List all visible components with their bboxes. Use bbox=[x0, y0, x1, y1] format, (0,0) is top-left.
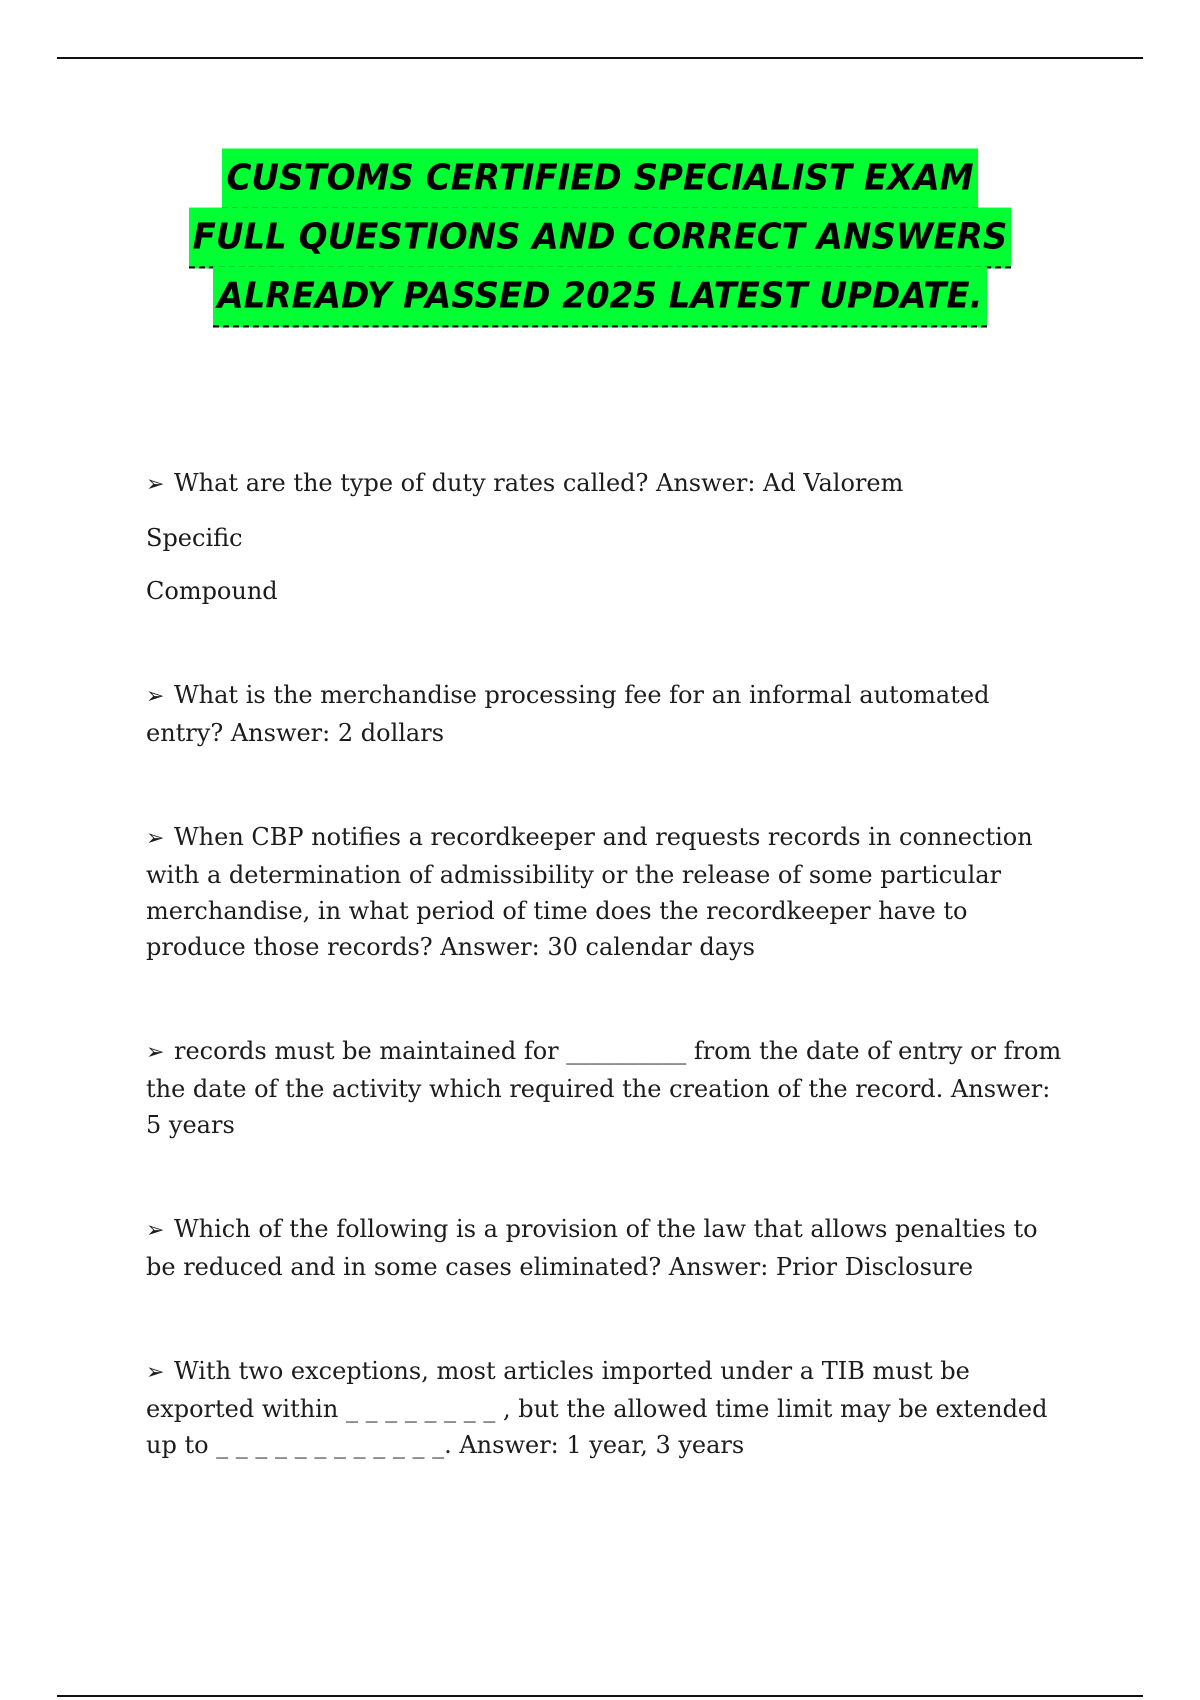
answer-extra-line: Specific bbox=[146, 524, 243, 552]
title-line-3 bbox=[0, 268, 1200, 327]
question-item bbox=[146, 1033, 1066, 1143]
question-item bbox=[146, 465, 1066, 503]
arrow-bullet-icon: ➢ bbox=[146, 1218, 165, 1243]
question-list bbox=[146, 465, 1066, 1463]
question-item bbox=[146, 1353, 1066, 1463]
top-divider bbox=[57, 57, 1143, 59]
bottom-divider bbox=[57, 1695, 1143, 1697]
question-text: With two exceptions, most articles imported under a TIB must be exported within _ _ _ _ _ _ _ _ , but the allowed time limit may be extended up to _ _ _ _ _ _ _ _ _ _ _ _. Answer: 1 year, 3 years bbox=[146, 1357, 1048, 1459]
title-line-3-text: ALREADY PASSED 2025 LATEST UPDATE. bbox=[213, 267, 986, 328]
title-line-2 bbox=[0, 209, 1200, 268]
question-text: When CBP notifies a recordkeeper and requests records in connection with a determination of admissibility or the release of some particular merchandise, in what period of time does the recordkeeper have to produce those records? Answer: 30 calendar days bbox=[146, 823, 1033, 961]
question-item bbox=[146, 1211, 1066, 1285]
document-title bbox=[0, 150, 1200, 327]
arrow-bullet-icon: ➢ bbox=[146, 826, 165, 851]
arrow-bullet-icon: ➢ bbox=[146, 472, 165, 497]
arrow-bullet-icon: ➢ bbox=[146, 1360, 165, 1385]
question-text: What are the type of duty rates called? Answer: Ad Valorem bbox=[174, 469, 904, 497]
title-line-1-text: CUSTOMS CERTIFIED SPECIALIST EXAM bbox=[222, 149, 977, 210]
arrow-bullet-icon: ➢ bbox=[146, 684, 165, 709]
question-text: Which of the following is a provision of the law that allows penalties to be reduced and in some cases eliminated? Answer: Prior Disclosure bbox=[146, 1215, 1038, 1281]
answer-extra-line: Compound bbox=[146, 577, 278, 605]
title-line-1 bbox=[0, 150, 1200, 209]
question-text: What is the merchandise processing fee for an informal automated entry? Answer: 2 dollars bbox=[146, 681, 990, 747]
question-item bbox=[146, 677, 1066, 751]
title-line-2-text: FULL QUESTIONS AND CORRECT ANSWERS bbox=[189, 208, 1012, 269]
arrow-bullet-icon: ➢ bbox=[146, 1040, 165, 1065]
question-item bbox=[146, 819, 1066, 965]
question-text: records must be maintained for __________ from the date of entry or from the date of the activity which required the creation of the record. Answer: 5 years bbox=[146, 1037, 1062, 1139]
